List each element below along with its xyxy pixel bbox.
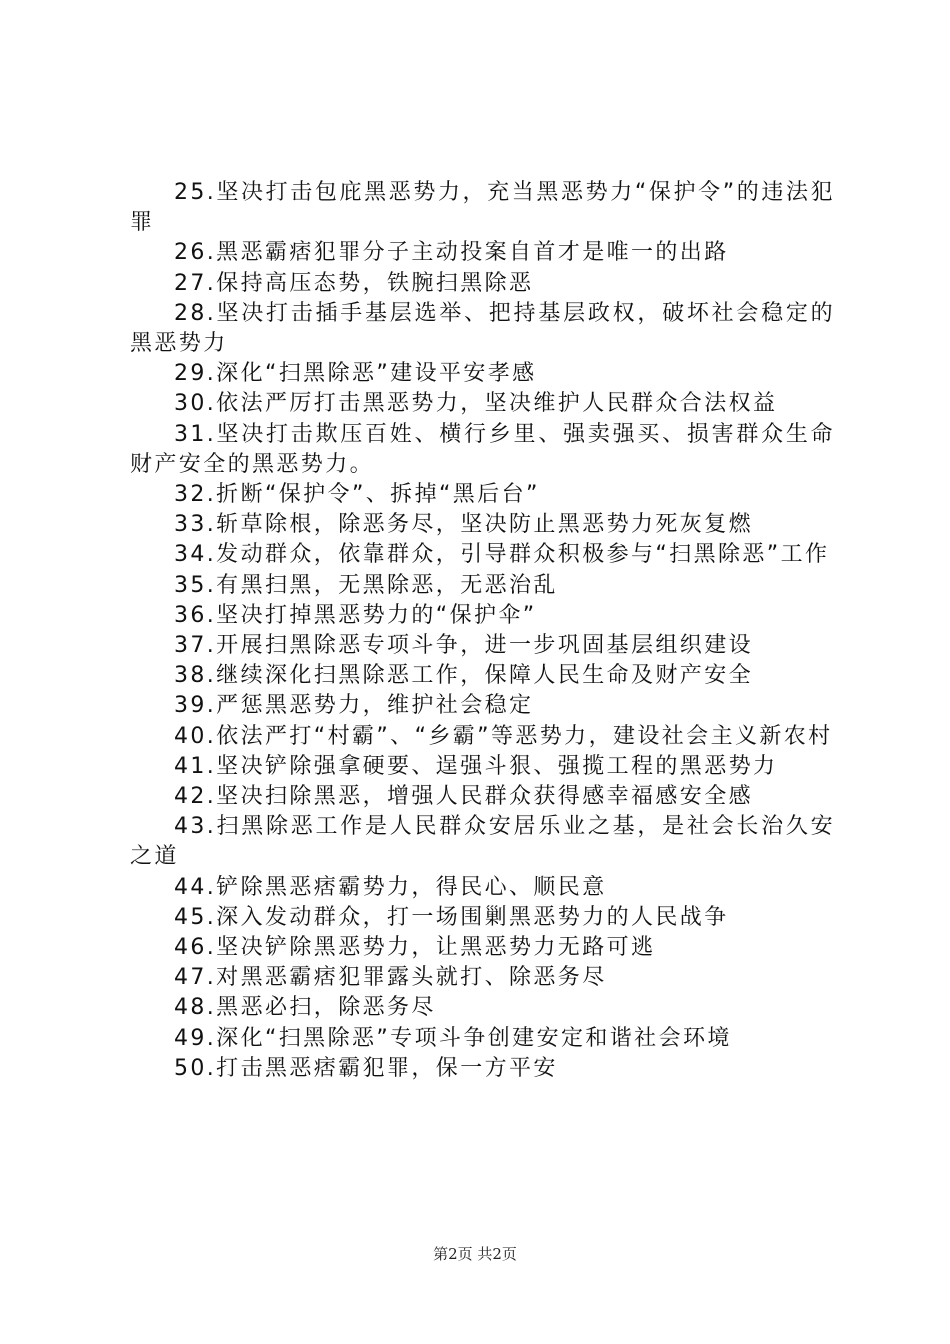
list-item: 41.坚决铲除强拿硬要、逞强斗狠、强揽工程的黑恶势力 bbox=[174, 753, 778, 779]
list-item: 25.坚决打击包庇黑恶势力，充当黑恶势力“保护令”的违法犯罪 bbox=[130, 180, 835, 236]
list-item: 49.深化“扫黑除恶”专项斗争创建安定和谐社会环境 bbox=[174, 1025, 732, 1051]
list-item: 44.铲除黑恶痞霸势力，得民心、顺民意 bbox=[174, 874, 607, 900]
list-item: 40.依法严打“村霸”、“乡霸”等恶势力，建设社会主义新农村 bbox=[174, 723, 833, 749]
list-item: 26.黑恶霸痞犯罪分子主动投案自首才是唯一的出路 bbox=[174, 240, 729, 266]
list-item: 28.坚决打击插手基层选举、把持基层政权，破坏社会稳定的黑恶势力 bbox=[130, 300, 835, 357]
list-item: 50.打击黑恶痞霸犯罪，保一方平安 bbox=[174, 1055, 558, 1081]
list-item: 33.斩草除根，除恶务尽，坚决防止黑恶势力死灰复燃 bbox=[174, 512, 753, 538]
list-item: 35.有黑扫黑，无黑除恶，无恶治乱 bbox=[174, 572, 558, 598]
list-item: 36.坚决打掉黑恶势力的“保护伞” bbox=[174, 602, 537, 628]
list-item: 45.深入发动群众，打一场围剿黑恶势力的人民战争 bbox=[174, 904, 729, 930]
list-item: 42.坚决扫除黑恶，增强人民群众获得感幸福感安全感 bbox=[174, 784, 753, 810]
slogan-list bbox=[130, 178, 835, 1084]
list-item: 43.扫黑除恶工作是人民群众安居乐业之基，是社会长治久安之道 bbox=[130, 814, 835, 870]
list-item: 32.折断“保护令”、拆掉“黑后台” bbox=[174, 482, 540, 508]
list-item: 30.依法严厉打击黑恶势力，坚决维护人民群众合法权益 bbox=[174, 391, 778, 417]
list-item: 38.继续深化扫黑除恶工作，保障人民生命及财产安全 bbox=[174, 663, 753, 689]
page-footer: 第2页 共2页 bbox=[433, 1245, 517, 1263]
list-item: 39.严惩黑恶势力，维护社会稳定 bbox=[174, 693, 534, 719]
list-item: 27.保持高压态势，铁腕扫黑除恶 bbox=[174, 270, 534, 296]
list-item: 37.开展扫黑除恶专项斗争，进一步巩固基层组织建设 bbox=[174, 633, 753, 659]
list-item: 46.坚决铲除黑恶势力，让黑恶势力无路可逃 bbox=[174, 935, 656, 961]
list-item: 48.黑恶必扫，除恶务尽 bbox=[174, 995, 436, 1021]
list-item: 29.深化“扫黑除恶”建设平安孝感 bbox=[174, 361, 537, 387]
list-item: 47.对黑恶霸痞犯罪露头就打、除恶务尽 bbox=[174, 965, 607, 991]
list-item: 34.发动群众，依靠群众，引导群众积极参与“扫黑除恶”工作 bbox=[174, 542, 830, 568]
list-item: 31.坚决打击欺压百姓、横行乡里、强卖强买、损害群众生命财产安全的黑恶势力。 bbox=[130, 421, 835, 477]
